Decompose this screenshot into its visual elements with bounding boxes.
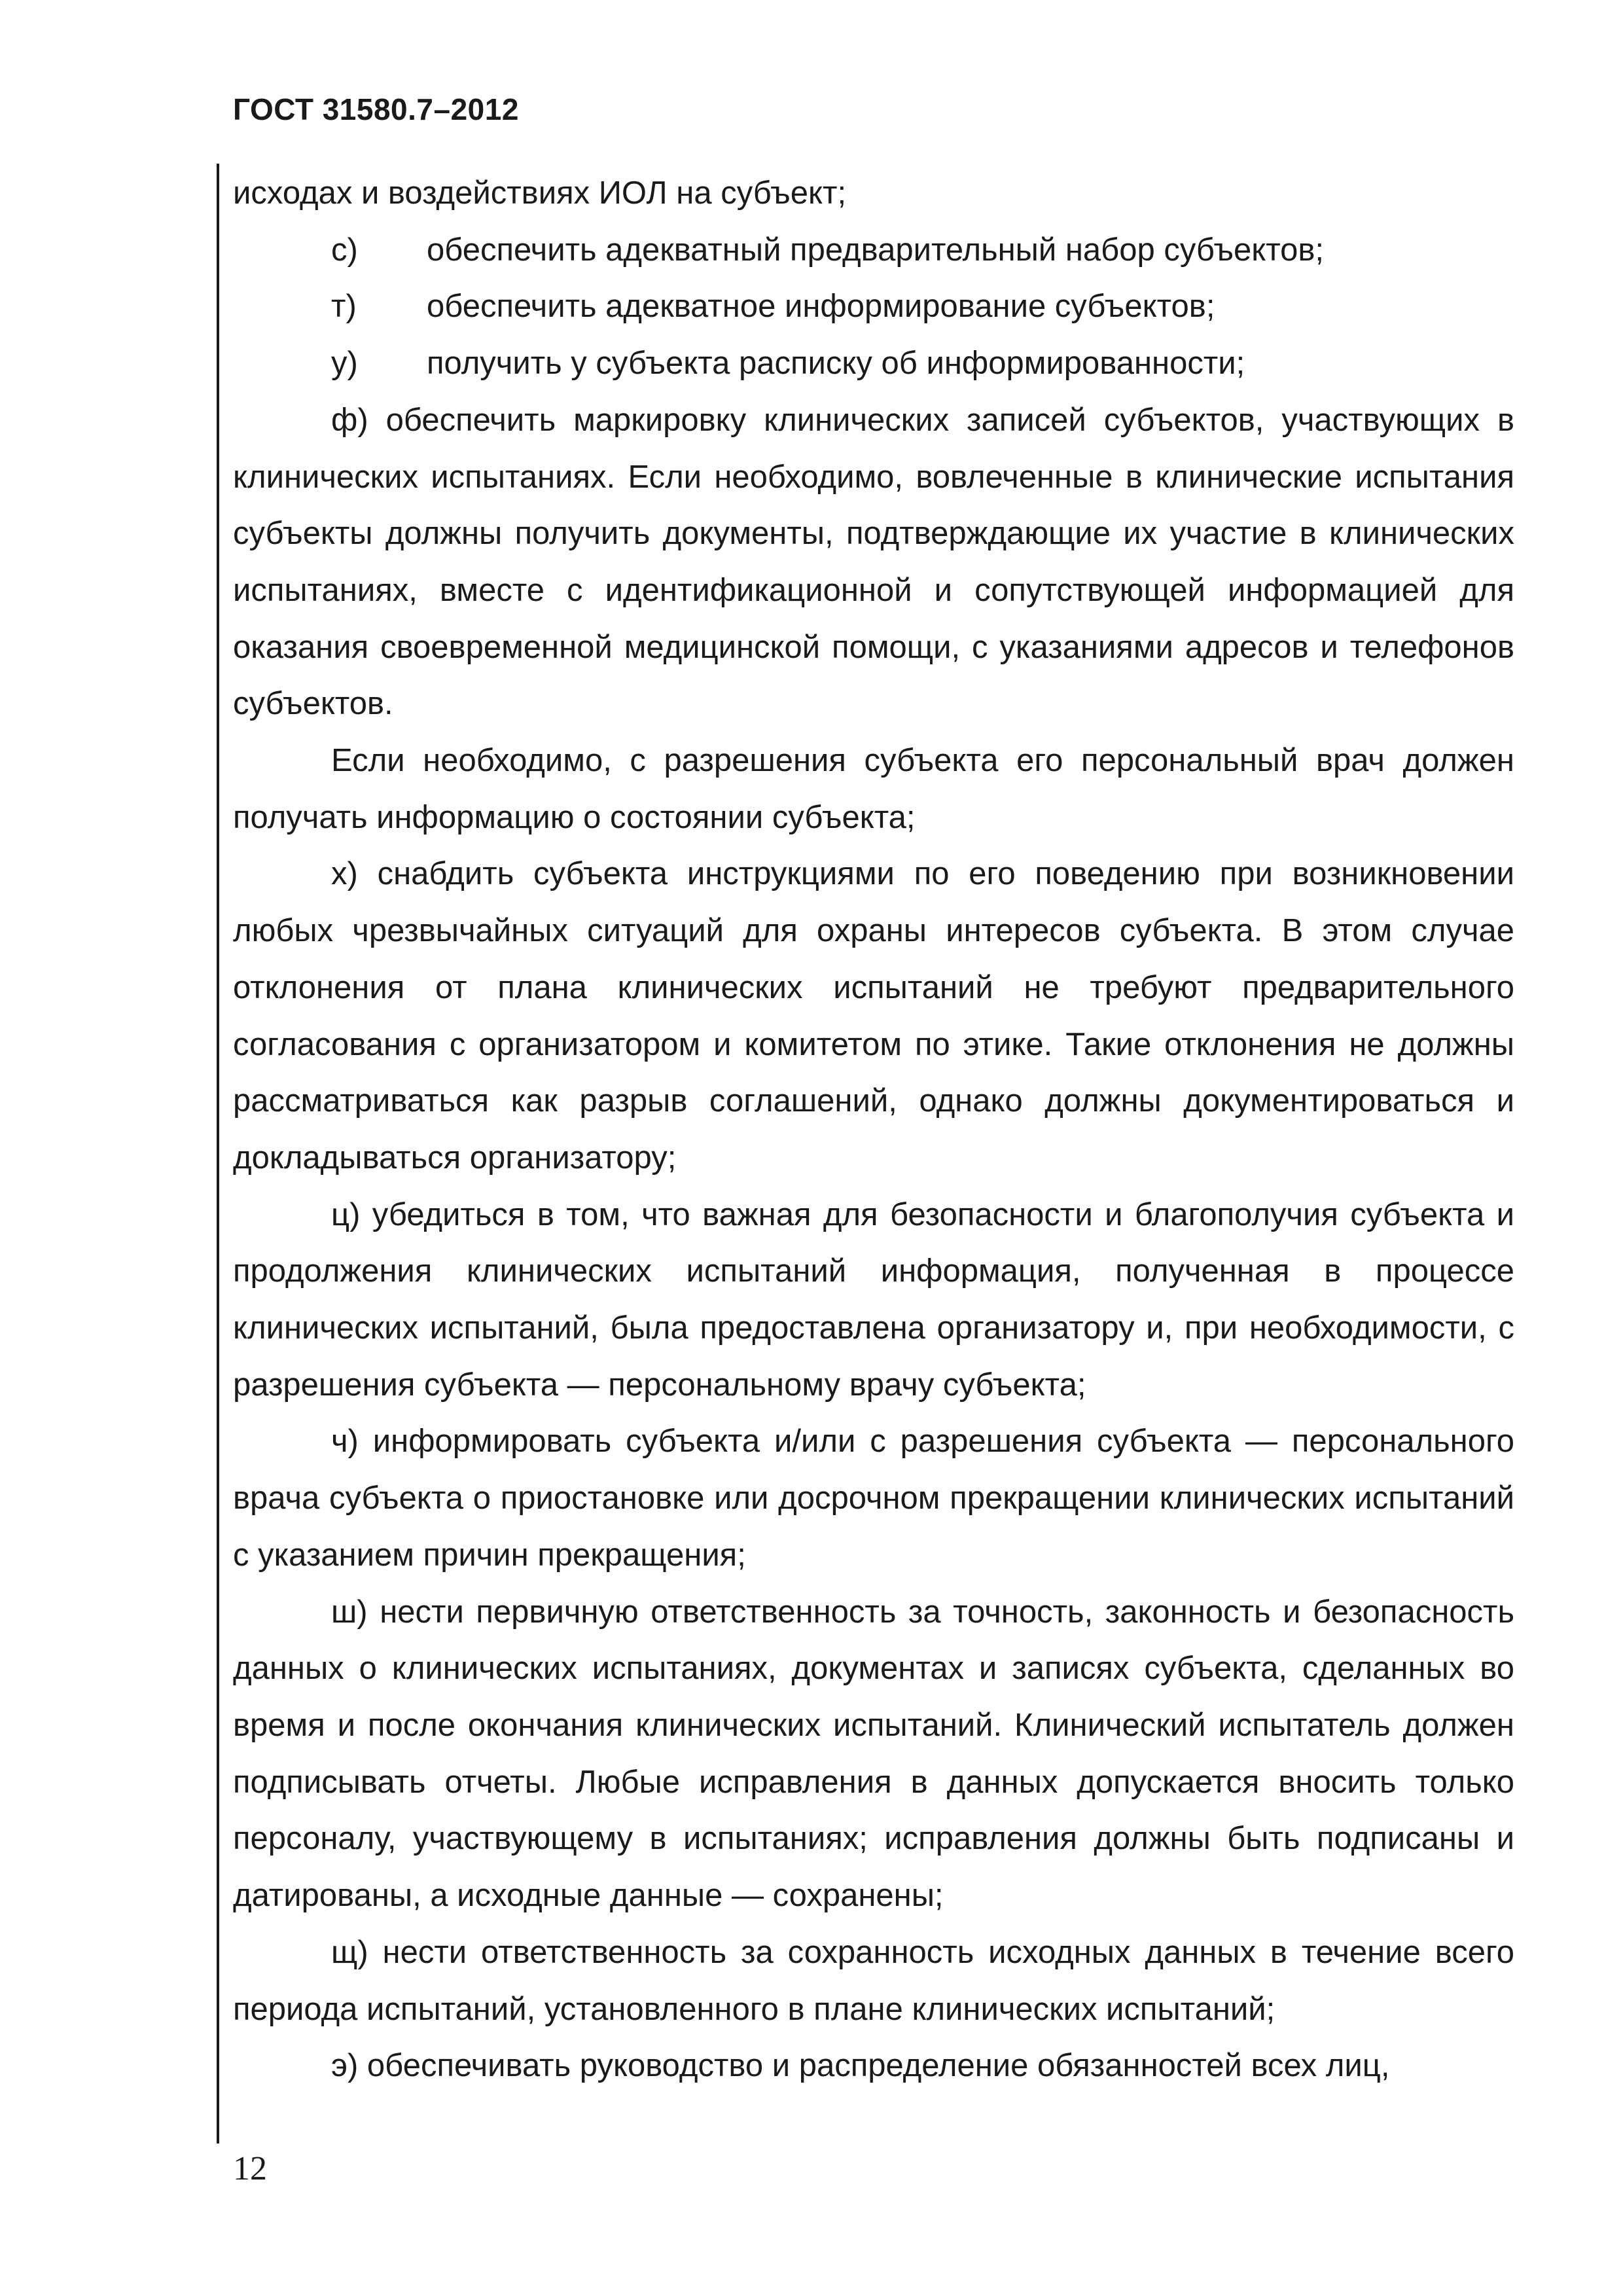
paragraph-kh: х) снабдить субъекта инструкциями по его поведению при возникновении любых чрезвычайных ситуаций для охраны интересов субъекта. В этом случае отклонения от плана клинических испытаний не требуют предварительного согласования с организатором и комитетом по этике. Такие отклонения не должны рассматриваться как разрыв соглашений, однако должны документироваться и докладываться организатору; (233, 856, 1514, 1175)
list-marker: с) (331, 232, 358, 268)
continuation-text: исходах и воздействиях ИОЛ на субъект; (233, 175, 847, 211)
list-item-t (233, 278, 1514, 335)
paragraph-f: ф) обеспечить маркировку клинических записей субъектов, участвующих в клинических испытаниях. Если необходимо, вовлеченные в клинические испытания субъекты должны получить документы, подтверждающие их участие в клинических испытаниях, вместе с идентификационной и сопутствующей информацией для оказания своевременной медицинской помощи, с указаниями адресов и телефонов субъектов. (233, 402, 1514, 722)
page-number: 12 (233, 2150, 267, 2187)
list-item-text: обеспечить адекватное информирование субъектов; (427, 289, 1215, 325)
paragraph-sh: ш) нести первичную ответственность за точность, законность и безопасность данных о клинических испытаниях, документах и записях субъекта, сделанных во время и после окончания клинических испытаний. Клинический испытатель должен подписывать отчеты. Любые исправления в данных допускается вносить только персоналу, участвующему в испытаниях; исправления должны быть подписаны и датированы, а исходные данные — сохранены; (233, 1594, 1514, 1914)
margin-change-bar (217, 164, 219, 2144)
list-marker: т) (331, 289, 357, 325)
paragraph-personal-doctor: Если необходимо, с разрешения субъекта его персональный врач должен получать информацию о состоянии субъекта; (233, 743, 1514, 835)
paragraph-ts: ц) убедиться в том, что важная для безопасности и благополучия субъекта и продолжения клинических испытаний информация, полученная в процессе клинических испытаний, была предоставлена организатору и, при необходимости, с разрешения субъекта — персональному врачу субъекта; (233, 1196, 1514, 1403)
list-item-text: получить у субъекта расписку об информированности; (427, 346, 1245, 382)
paragraph-ch: ч) информировать субъекта и/или с разрешения субъекта — персонального врача субъекта о приостановке или досрочном прекращении клинических испытаний с указанием причин прекращения; (233, 1424, 1514, 1573)
page-body (233, 165, 1514, 2094)
list-item-text: обеспечить адекватный предварительный набор субъектов; (427, 232, 1324, 268)
list-item-s (233, 222, 1514, 279)
paragraph-shch: щ) нести ответственность за сохранность исходных данных в течение всего периода испытаний, установленного в плане клинических испытаний; (233, 1934, 1514, 2027)
list-item-u (233, 335, 1514, 392)
document-header: ГОСТ 31580.7–2012 (233, 92, 519, 126)
list-marker: у) (331, 346, 358, 382)
paragraph-e: э) обеспечивать руководство и распределение обязанностей всех лиц, (331, 2048, 1390, 2084)
